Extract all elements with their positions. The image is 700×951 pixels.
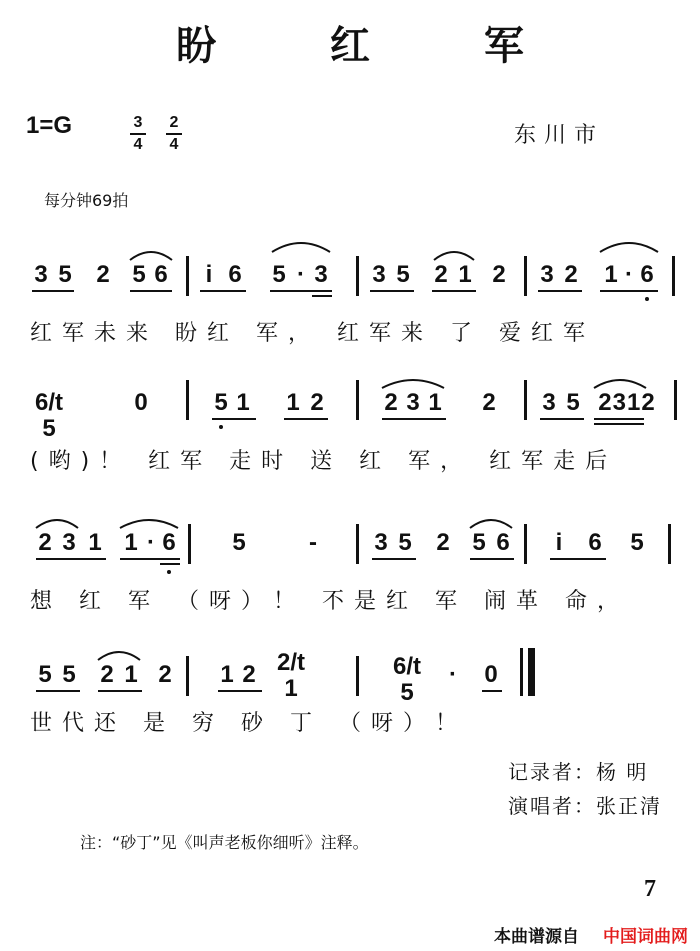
underline: [600, 290, 658, 292]
low-octave-dot: [167, 570, 171, 574]
note: 1: [220, 661, 234, 688]
barline: [356, 524, 359, 564]
note: 2: [100, 661, 114, 688]
underline: [160, 563, 180, 565]
site-link[interactable]: 中国词曲网: [603, 927, 688, 947]
note: 1: [286, 389, 300, 416]
note: 6: [162, 529, 176, 556]
note: 0: [484, 661, 498, 688]
barline: [186, 656, 189, 696]
note-group: 2312: [598, 389, 656, 416]
note: 1: [428, 389, 442, 416]
note: 2: [38, 529, 52, 556]
slur: [592, 374, 648, 390]
note: 2: [96, 261, 110, 288]
slur: [380, 374, 446, 390]
note: 6: [154, 261, 168, 288]
note: ·: [449, 661, 457, 688]
underline: [130, 290, 172, 292]
slur: [34, 514, 80, 530]
singer-credit: 演唱者：张正清: [508, 794, 662, 818]
barline: [356, 656, 359, 696]
slur: [96, 646, 142, 662]
barline: [668, 524, 671, 564]
lyrics-line-3: 想 红 军 （呀）！ 不是红 军 闹革 命，: [30, 589, 629, 614]
song-title: 盼 红 军: [176, 23, 574, 69]
page-number: 7: [644, 876, 656, 902]
note: ·: [297, 261, 305, 288]
slur: [118, 514, 180, 530]
note: 6: [228, 261, 242, 288]
note: 2: [564, 261, 578, 288]
note: 2: [492, 261, 506, 288]
underline: [432, 290, 476, 292]
note: 5: [132, 261, 146, 288]
note: -: [309, 529, 317, 556]
note: 2: [310, 389, 324, 416]
low-octave-dot: [219, 425, 223, 429]
note: 3: [372, 261, 386, 288]
underline: [98, 690, 142, 692]
tempo-marking: 每分钟69拍: [44, 191, 129, 210]
time-signature-2-4: 2 4: [164, 114, 184, 154]
underline: [212, 418, 256, 420]
barline: [186, 380, 189, 420]
time-signature-3-4: 3 4: [128, 114, 148, 154]
underline: [200, 290, 246, 292]
barline: [186, 256, 189, 296]
note: 1: [604, 261, 618, 288]
footnote: 注：“砂丁”见《叫声老板你细听》注释。: [80, 833, 369, 852]
lyrics-line-2: (哟)！ 红军 走时 送 红 军， 红军走后: [30, 449, 618, 474]
barline: [356, 256, 359, 296]
note: 5: [396, 261, 410, 288]
note: 2: [482, 389, 496, 416]
barline: [524, 256, 527, 296]
note: 5: [214, 389, 228, 416]
underline: [312, 295, 332, 297]
note: 5: [566, 389, 580, 416]
underline: [36, 558, 106, 560]
note: 6: [588, 529, 602, 556]
note: 5: [398, 529, 412, 556]
note: 5: [232, 529, 246, 556]
low-octave-dot: [645, 297, 649, 301]
underline: [32, 290, 74, 292]
slur: [432, 246, 476, 262]
grace-note: 6/t 5: [34, 389, 63, 442]
note: 2: [434, 261, 448, 288]
note: ·: [625, 261, 633, 288]
note: 1: [458, 261, 472, 288]
grace-note: 2/t 1: [276, 649, 305, 702]
underline: [120, 558, 180, 560]
note: 2: [158, 661, 172, 688]
region-label: 东川市: [514, 123, 605, 148]
underline: [370, 290, 414, 292]
underline: [284, 418, 328, 420]
slur: [598, 238, 660, 254]
underline: [36, 690, 80, 692]
note: 0: [134, 389, 148, 416]
slur: [128, 246, 174, 262]
note: 5: [472, 529, 486, 556]
underline: [550, 558, 606, 560]
barline: [674, 380, 677, 420]
note: 1: [124, 661, 138, 688]
note: 6: [640, 261, 654, 288]
note: 3: [314, 261, 328, 288]
underline: [540, 418, 584, 420]
note: 2: [384, 389, 398, 416]
note: 2: [242, 661, 256, 688]
underline: [218, 690, 262, 692]
note: i: [555, 529, 563, 556]
note: 3: [542, 389, 556, 416]
barline: [672, 256, 675, 296]
underline: [594, 423, 644, 425]
note: 1: [124, 529, 138, 556]
underline: [594, 418, 644, 420]
note: 5: [38, 661, 52, 688]
note: i: [205, 261, 213, 288]
underline: [382, 418, 446, 420]
grace-note: 6/t 5: [392, 653, 421, 706]
underline: [470, 558, 514, 560]
note: 5: [62, 661, 76, 688]
key-signature: 1=G: [26, 112, 73, 139]
note: ·: [147, 529, 155, 556]
note: 3: [62, 529, 76, 556]
source-label: 本曲谱源自: [494, 927, 579, 947]
underline: [482, 690, 502, 692]
final-barline-thick: [528, 648, 535, 696]
note: 2: [436, 529, 450, 556]
lyrics-line-4: 世代还 是 穷 砂 丁 （呀）！: [30, 711, 467, 736]
note: 5: [272, 261, 286, 288]
note: 3: [540, 261, 554, 288]
slur: [270, 238, 332, 254]
underline: [270, 290, 332, 292]
barline: [188, 524, 191, 564]
slur: [468, 514, 514, 530]
lyrics-line-1: 红军未来 盼红 军， 红军来 了 爱红军: [30, 321, 595, 346]
underline: [538, 290, 582, 292]
barline: [524, 524, 527, 564]
note: 5: [58, 261, 72, 288]
note: 3: [374, 529, 388, 556]
final-barline-thin: [520, 648, 523, 696]
note: 3: [34, 261, 48, 288]
note: 1: [88, 529, 102, 556]
note: 5: [630, 529, 644, 556]
barline: [524, 380, 527, 420]
note: 6: [496, 529, 510, 556]
barline: [356, 380, 359, 420]
recorder-credit: 记录者：杨 明: [508, 760, 649, 784]
underline: [372, 558, 416, 560]
note: 3: [406, 389, 420, 416]
note: 1: [236, 389, 250, 416]
